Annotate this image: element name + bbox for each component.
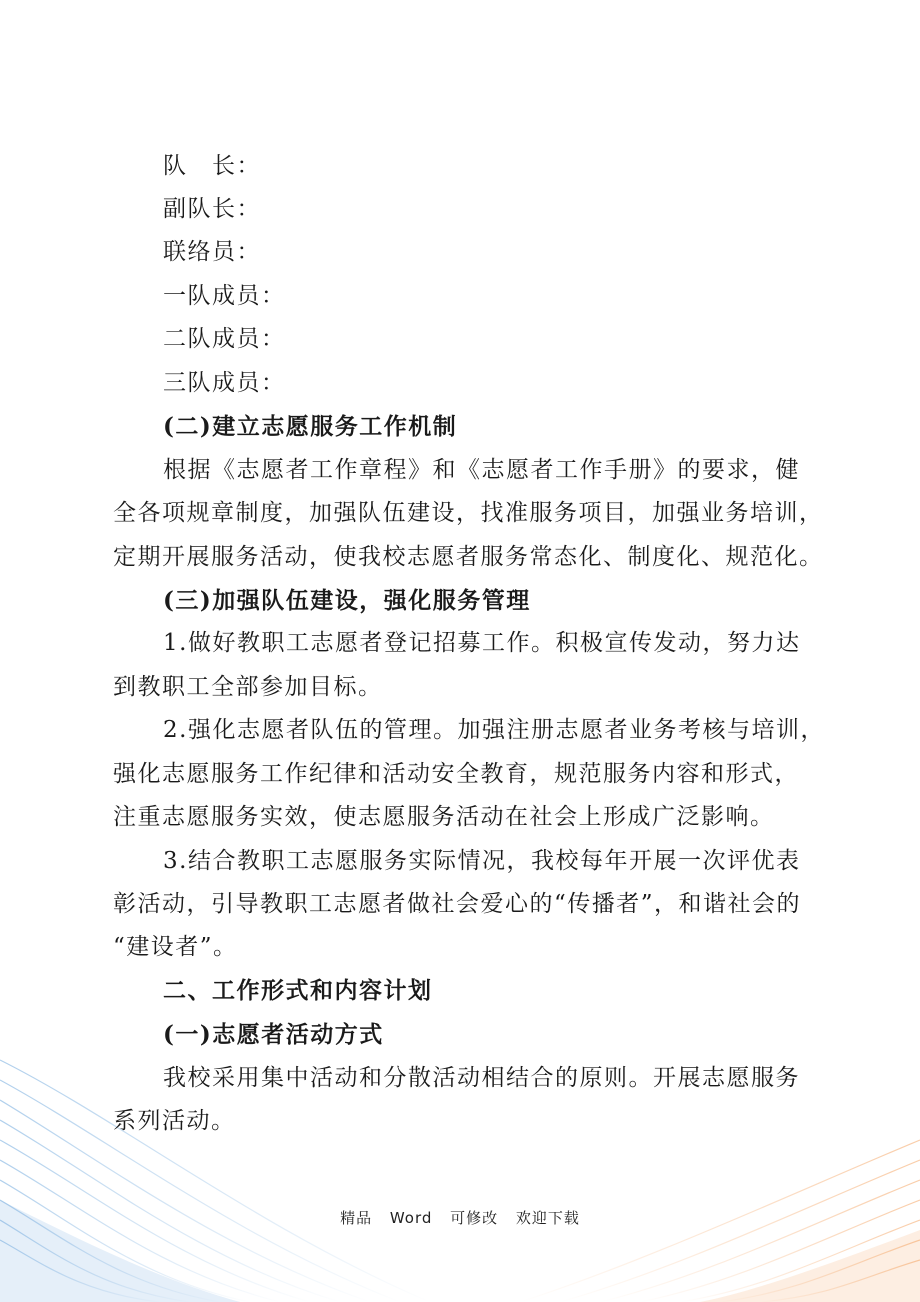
vice-captain-label: 副队长： xyxy=(163,196,261,222)
team2-members-label: 二队成员： xyxy=(163,326,286,352)
team3-members-label: 三队成员： xyxy=(163,370,286,396)
paragraph-line: 1.做好教职工志愿者登记招募工作。积极宣传发动，努力达 xyxy=(163,630,801,656)
section-heading-mechanism: (二)建立志愿服务工作机制 xyxy=(163,413,458,440)
paragraph-line: 我校采用集中活动和分散活动相结合的原则。开展志愿服务 xyxy=(163,1065,800,1091)
paragraph-line: 彰活动，引导教职工志愿者做社会爱心的“传播者”，和谐社会的 xyxy=(113,891,802,917)
paragraph-line: 全各项规章制度，加强队伍建设，找准服务项目，加强业务培训， xyxy=(113,500,824,526)
section-heading-team-building: (三)加强队伍建设，强化服务管理 xyxy=(163,587,531,614)
section-heading-activity-mode: (一)志愿者活动方式 xyxy=(163,1021,384,1048)
paragraph-line: 定期开展服务活动，使我校志愿者服务常态化、制度化、规范化。 xyxy=(113,544,824,570)
paragraph-line: 注重志愿服务实效，使志愿服务活动在社会上形成广泛影响。 xyxy=(113,804,775,830)
page-footer: 精品 Word 可修改 欢迎下载 xyxy=(340,1209,580,1227)
paragraph-line: 到教职工全部参加目标。 xyxy=(113,674,383,700)
paragraph-line: 3.结合教职工志愿服务实际情况，我校每年开展一次评优表 xyxy=(163,848,801,874)
paragraph-line: 根据《志愿者工作章程》和《志愿者工作手册》的要求，健 xyxy=(163,457,800,483)
paragraph-line: 强化志愿服务工作纪律和活动安全教育，规范服务内容和形式， xyxy=(113,761,799,787)
paragraph-line: 系列活动。 xyxy=(113,1108,236,1134)
chapter-heading-work-plan: 二、工作形式和内容计划 xyxy=(163,978,433,1004)
paragraph-line: 2.强化志愿者队伍的管理。加强注册志愿者业务考核与培训， xyxy=(163,717,825,743)
team1-members-label: 一队成员： xyxy=(163,283,286,309)
liaison-label: 联络员： xyxy=(163,239,261,265)
captain-label: 队 长： xyxy=(163,153,261,179)
paragraph-line: “建设者”。 xyxy=(113,934,238,960)
